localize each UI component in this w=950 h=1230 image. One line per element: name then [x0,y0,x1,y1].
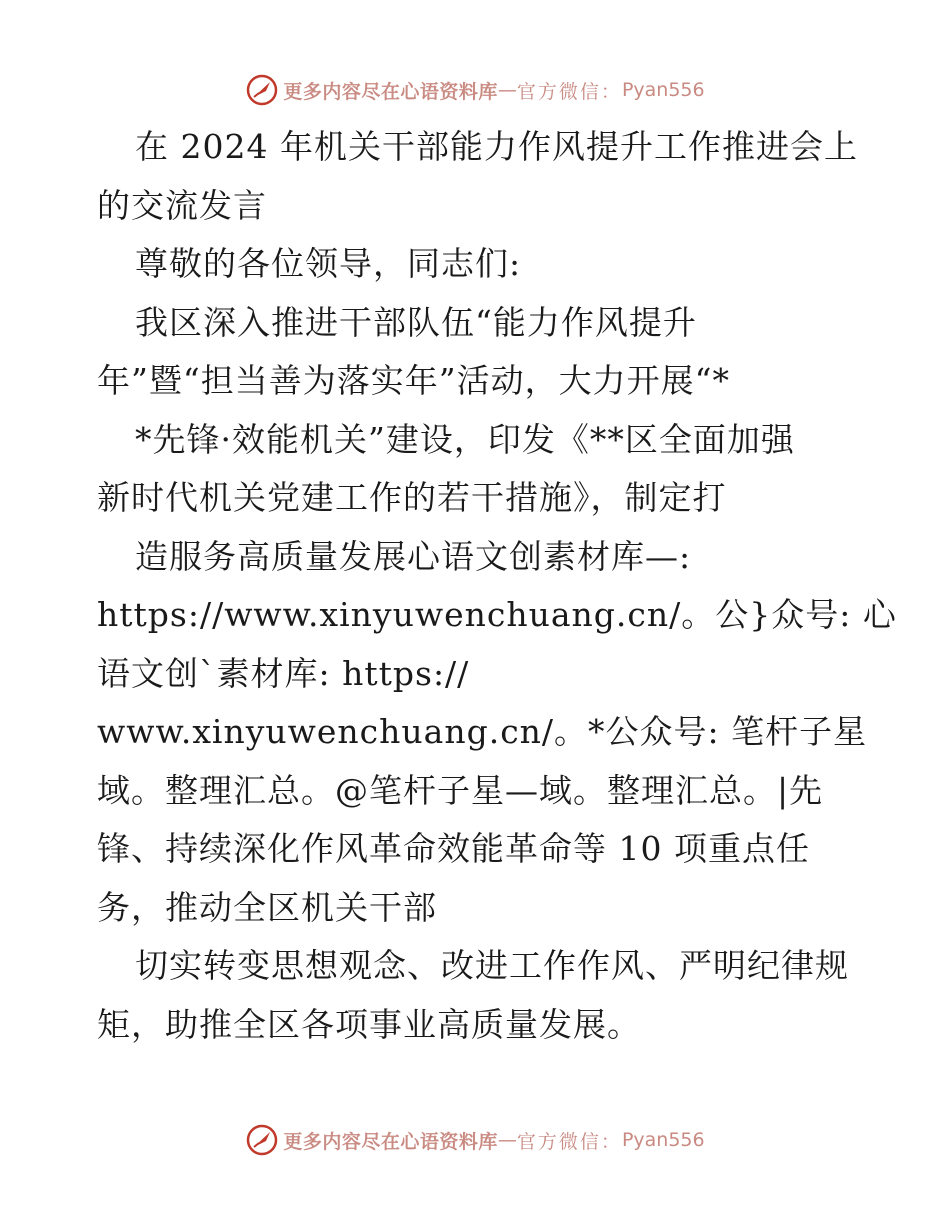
watermark-wechat-id: Pyan556 [621,79,705,101]
watermark-separator: — [497,1129,517,1151]
doc-line: 切实转变思想观念、改进工作作风、严明纪律规 [135,946,849,985]
doc-line: https://www.xinyuwenchuang.cn/。公}众号: 心 [97,595,897,634]
doc-line: 新时代机关党建工作的若干措施》，制定打 [97,478,727,517]
doc-line: 矩，助推全区各项事业高质量发展。 [97,1004,641,1044]
doc-line: 我区深入推进干部队伍“能力作风提升 [135,302,697,342]
watermark-site-text: 更多内容尽在心语资料库 [283,80,498,103]
watermark-label: 官方微信： [516,1130,622,1153]
doc-line: 年”暨“担当善为落实年”活动，大力开展“* [97,361,730,400]
doc-line: www.xinyuwenchuang.cn/。*公众号: 笔杆子星 [97,712,868,751]
doc-line: 的交流发言 [97,185,267,225]
doc-line: 语文创`素材库: https:// [97,653,470,693]
watermark-label: 官方微信： [516,80,622,103]
doc-line: *先锋·效能机关”建设，印发《**区全面加强 [135,419,795,459]
quill-logo-icon [245,1123,279,1157]
doc-line: 尊敬的各位领导，同志们: [135,244,522,283]
quill-logo-icon [245,73,279,107]
doc-line: 域。整理汇总。@笔杆子星—域。整理汇总。|先 [97,770,824,810]
watermark-site-text: 更多内容尽在心语资料库 [283,1130,498,1153]
document-body [97,118,897,1054]
doc-line: 务，推动全区机关干部 [97,887,437,927]
doc-line: 造服务高质量发展心语文创素材库—: [135,536,692,576]
header-watermark [0,70,950,110]
footer-watermark [0,1120,950,1160]
doc-line: 在 2024 年机关干部能力作风提升工作推进会上 [135,127,858,166]
doc-line: 锋、持续深化作风革命效能革命等 10 项重点任 [97,829,810,868]
watermark-separator: — [497,79,517,101]
watermark-wechat-id: Pyan556 [621,1129,705,1151]
